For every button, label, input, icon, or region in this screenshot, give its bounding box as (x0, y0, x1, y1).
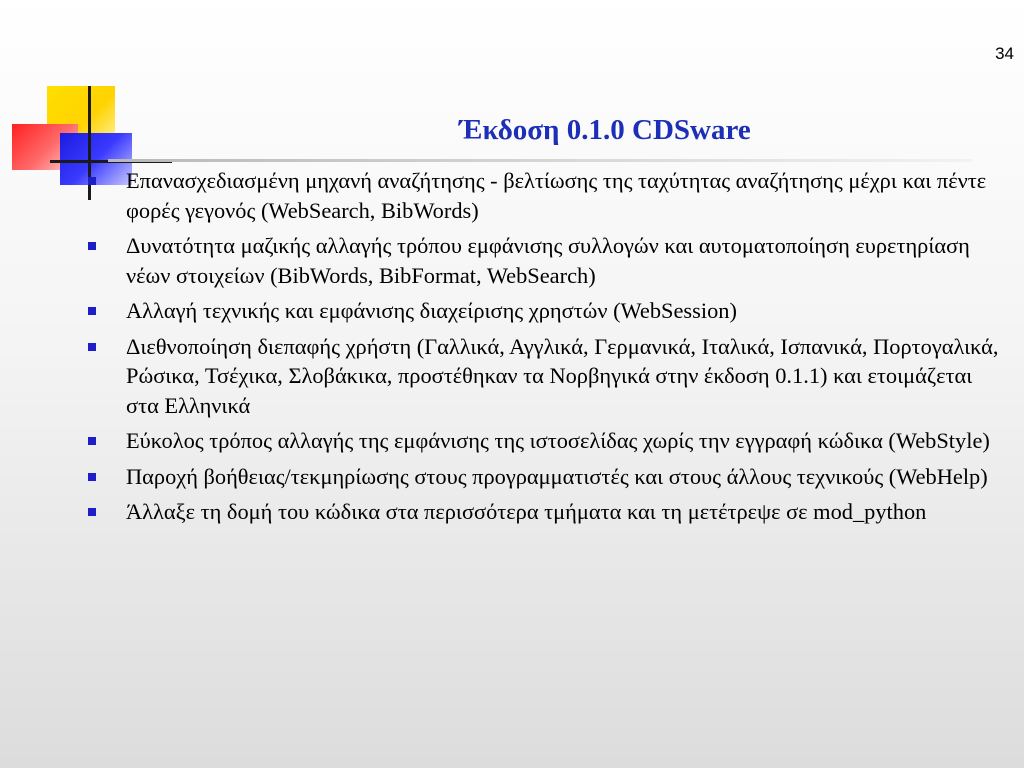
bullet-square-icon (88, 473, 96, 481)
bullet-square-icon (88, 343, 96, 351)
bullet-text: Διεθνοποίηση διεπαφής χρήστη (Γαλλικά, Αγγλικά, Γερμανικά, Ιταλικά, Ισπανικά, Πορτογαλικά, Ρώσικα, Τσέχικα, Σλοβάκικα, προστέθηκαν τα Νορβηγικά στην έκδοση 0.1.1) και ετοιμάζεται στα Ελληνικά (126, 333, 999, 418)
title-underline (108, 159, 972, 162)
bullet-square-icon (88, 242, 96, 250)
slide-title: Έκδοση 0.1.0 CDSware (459, 114, 751, 146)
bullet-item (84, 426, 1009, 456)
bullet-item (84, 166, 1009, 225)
bullet-text: Άλλαξε τη δομή του κώδικα στα περισσότερα τμήματα και τη μετέτρεψε σε mod_python (126, 499, 927, 524)
page-number: 34 (995, 44, 1014, 63)
bullet-item (84, 497, 1009, 527)
bullet-item (84, 462, 1009, 492)
bullet-text: Παροχή βοήθειας/τεκμηρίωσης στους προγραμματιστές και στους άλλους τεχνικούς (WebHelp) (126, 463, 988, 489)
bullet-square-icon (88, 177, 96, 185)
bullet-square-icon (88, 508, 96, 516)
bullet-text: Εύκολος τρόπος αλλαγής της εμφάνισης της ιστοσελίδας χωρίς την εγγραφή κώδικα (WebStyle) (126, 428, 990, 453)
bullet-text: Επανασχεδιασμένη μηχανή αναζήτησης - βελτίωσης της ταχύτητας αναζήτησης μέχρι και πέντε φορές γεγονός (WebSearch, BibWords) (126, 168, 987, 223)
bullet-item (84, 231, 1009, 290)
bullet-item (84, 332, 1009, 421)
bullet-list (84, 166, 1009, 533)
bullet-item (84, 296, 1009, 326)
bullet-text: Αλλαγή τεχνικής και εμφάνισης διαχείρισης χρηστών (WebSession) (126, 298, 737, 323)
bullet-square-icon (88, 307, 96, 315)
bullet-square-icon (88, 437, 96, 445)
bullet-text: Δυνατότητα μαζικής αλλαγής τρόπου εμφάνισης συλλογών και αυτοματοποίηση ευρετηρίαση νέων στοιχείων (BibWords, BibFormat, WebSearch) (126, 233, 970, 288)
